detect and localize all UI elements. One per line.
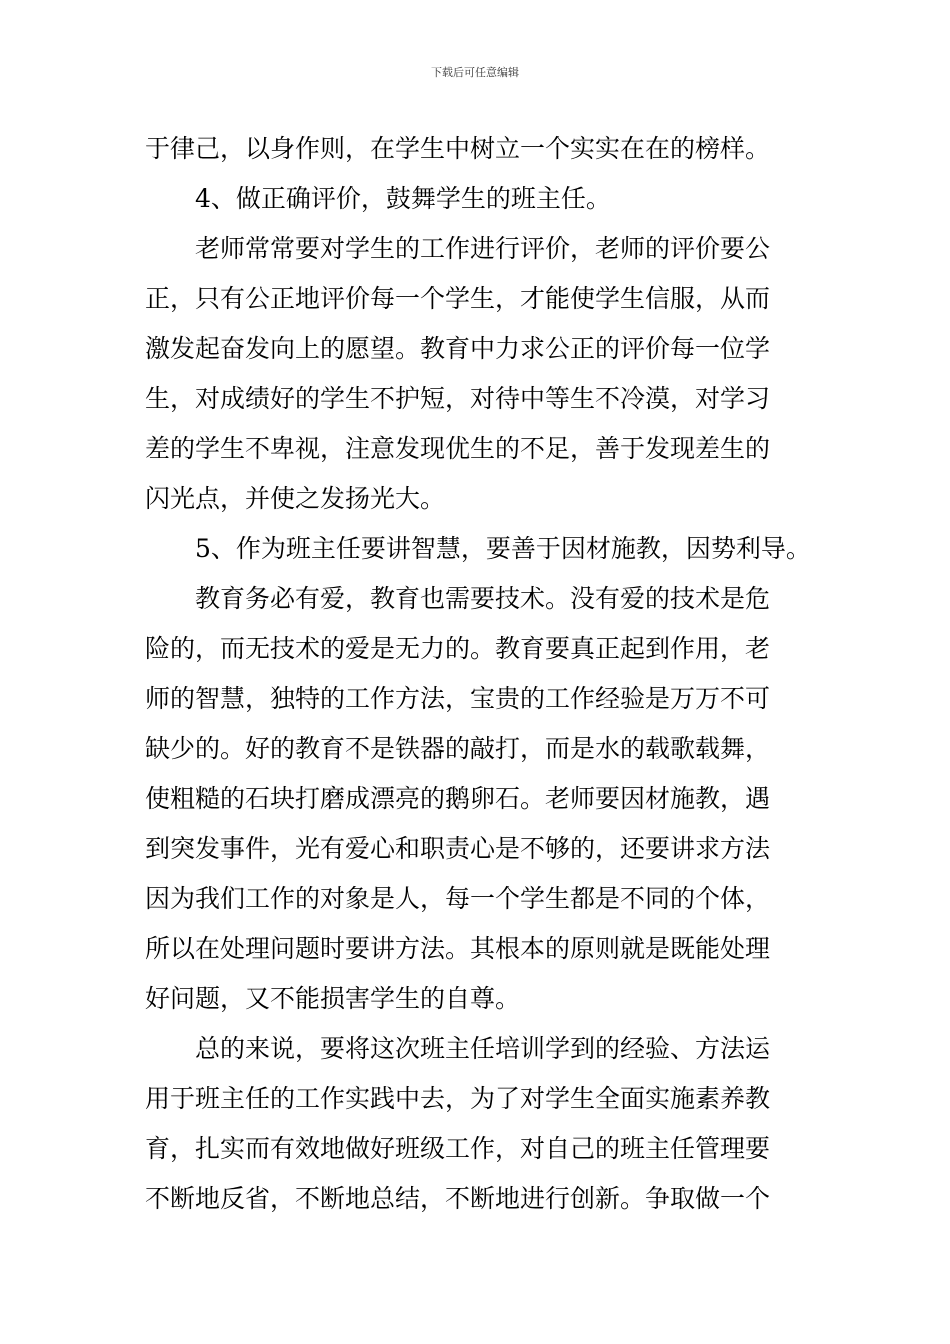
text-line: 不断地反省，不断地总结，不断地进行创新。争取做一个 [145, 1184, 771, 1213]
text-line: 教育务必有爱，教育也需要技术。没有爱的技术是危 [195, 584, 771, 613]
text-line: 险的，而无技术的爱是无力的。教育要真正起到作用，老 [145, 634, 771, 663]
text-line: 正，只有公正地评价每一个学生，才能使学生信服，从而 [145, 284, 771, 313]
text-line: 所以在处理问题时要讲方法。其根本的原则就是既能处理 [145, 934, 771, 963]
text-line: 师的智慧，独特的工作方法，宝贵的工作经验是万万不可 [145, 684, 771, 713]
text-line: 到突发事件，光有爱心和职责心是不够的，还要讲求方法 [145, 834, 771, 863]
document-body [145, 124, 810, 1224]
text-line: 激发起奋发向上的愿望。教育中力求公正的评价每一位学 [145, 334, 771, 363]
text-line: 5、作为班主任要讲智慧，要善于因材施教，因势利导。 [195, 534, 811, 563]
text-line: 好问题，又不能损害学生的自尊。 [145, 984, 521, 1013]
text-line: 生，对成绩好的学生不护短，对待中等生不冷漠，对学习 [145, 384, 771, 413]
text-line: 育，扎实而有效地做好班级工作，对自己的班主任管理要 [145, 1134, 771, 1163]
text-line: 老师常常要对学生的工作进行评价，老师的评价要公 [195, 234, 771, 263]
text-line: 使粗糙的石块打磨成漂亮的鹅卵石。老师要因材施教，遇 [145, 784, 771, 813]
page-header: 下载后可任意编辑 [431, 66, 519, 79]
text-line: 差的学生不卑视，注意发现优生的不足，善于发现差生的 [145, 434, 771, 463]
text-line: 于律己，以身作则，在学生中树立一个实实在在的榜样。 [145, 134, 771, 163]
text-line: 因为我们工作的对象是人，每一个学生都是不同的个体， [145, 884, 771, 913]
text-line: 用于班主任的工作实践中去，为了对学生全面实施素养教 [145, 1084, 771, 1113]
text-line: 缺少的。好的教育不是铁器的敲打，而是水的载歌载舞， [145, 734, 771, 763]
text-line: 闪光点，并使之发扬光大。 [145, 484, 446, 513]
text-line: 总的来说，要将这次班主任培训学到的经验、方法运 [195, 1034, 771, 1063]
text-line: 4、做正确评价，鼓舞学生的班主任。 [195, 184, 611, 213]
